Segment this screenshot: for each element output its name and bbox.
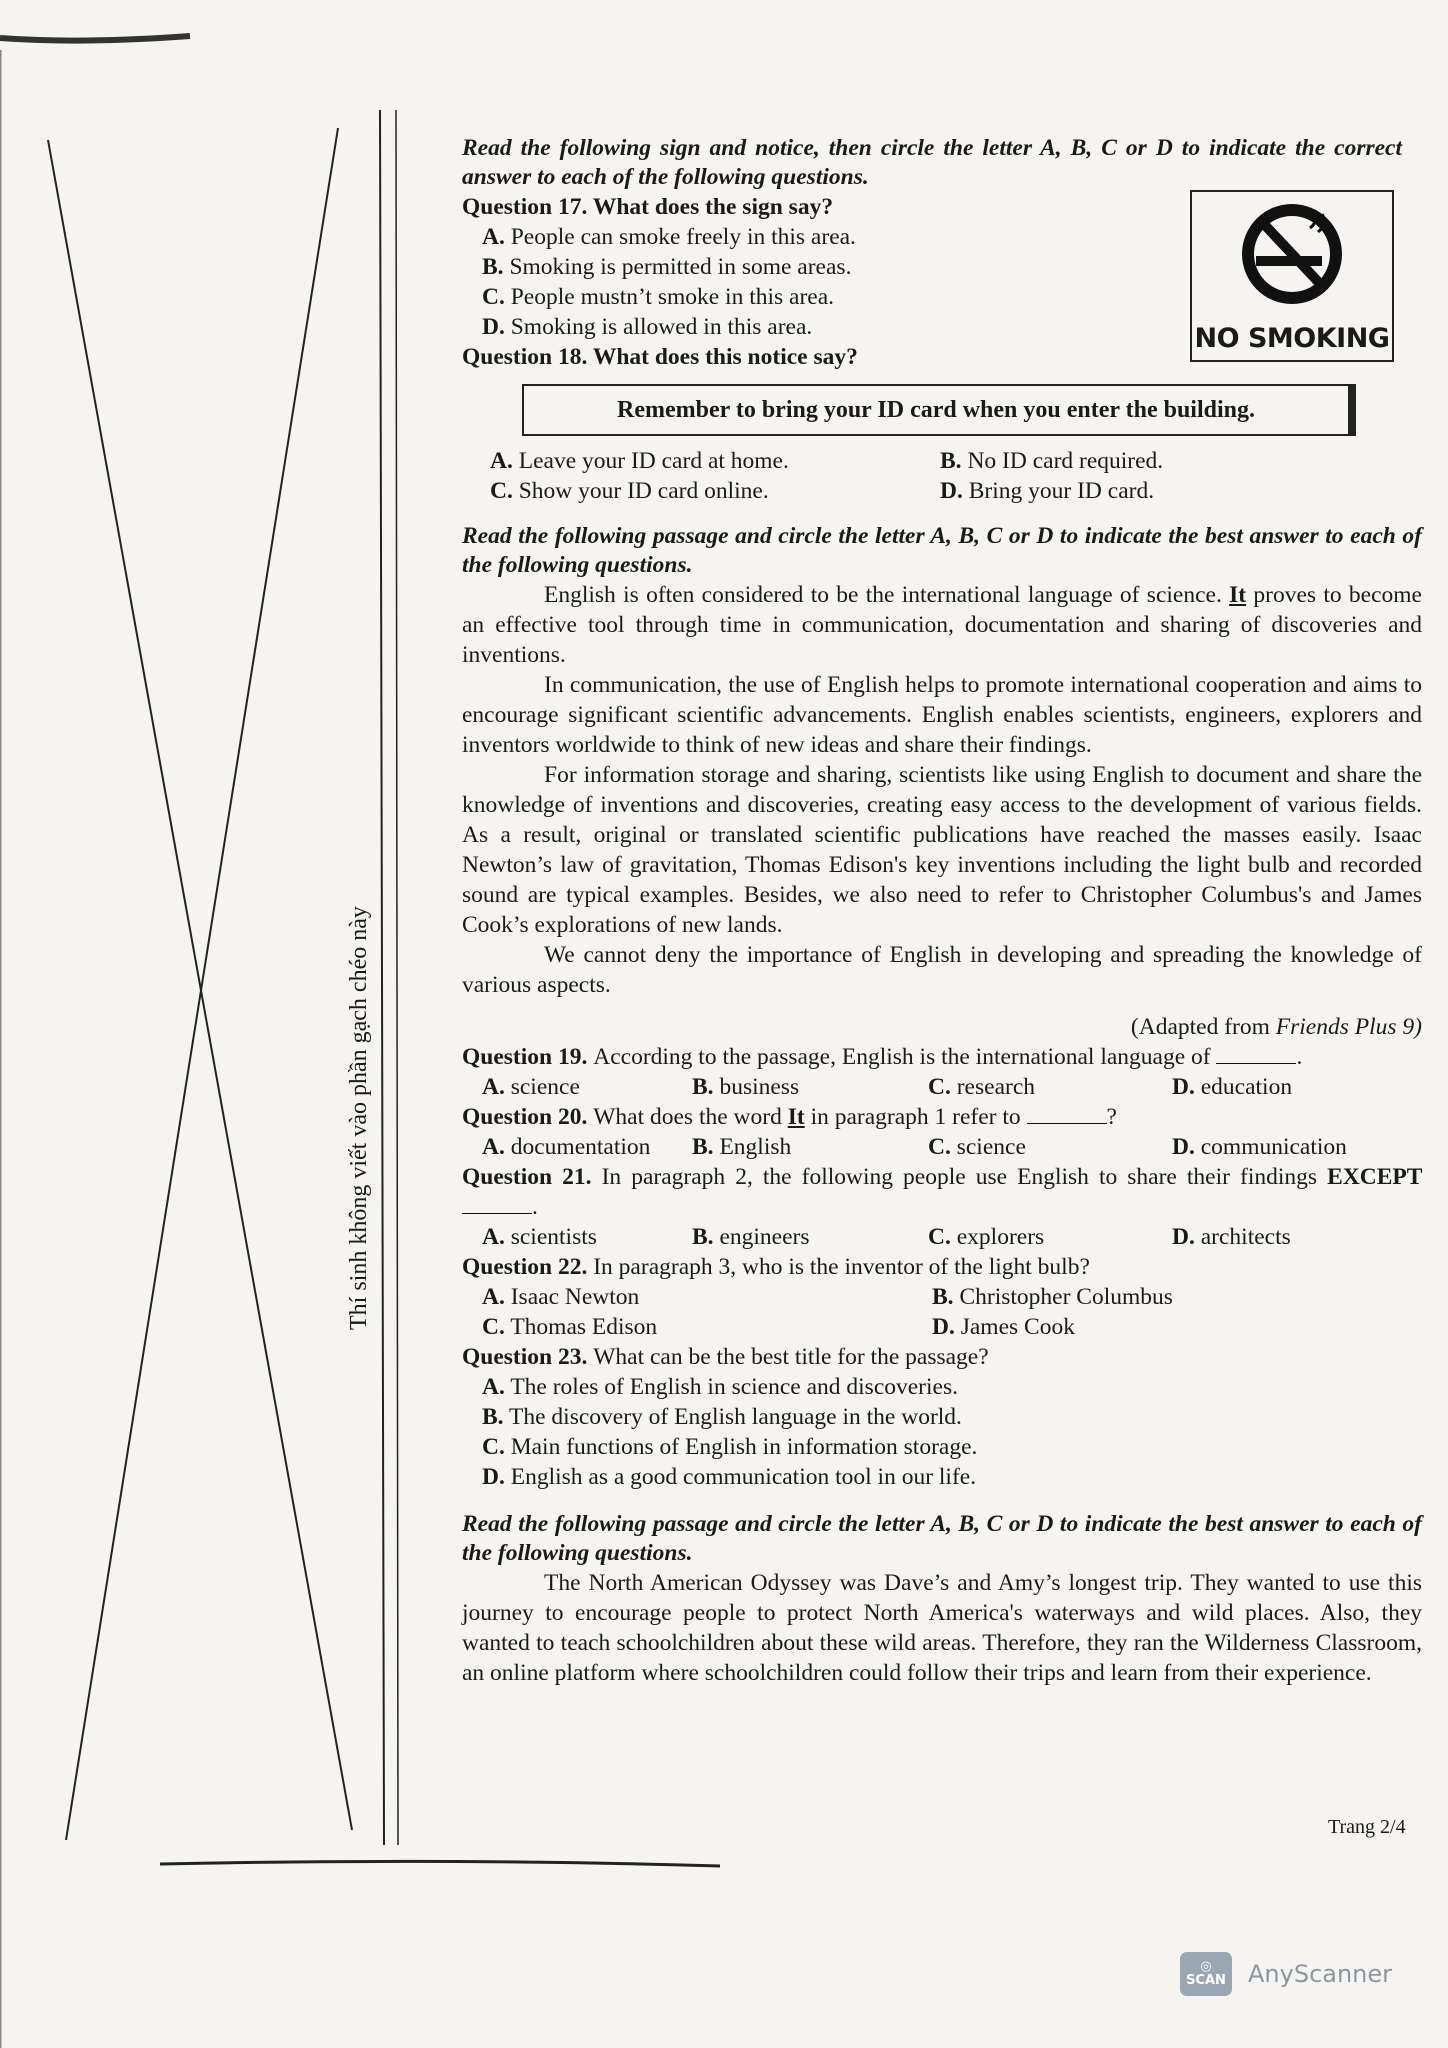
scanner-logo-icon: ◎ SCAN bbox=[1180, 1952, 1232, 1996]
section1-instruction: Read the following sign and notice, then circle the letter A, B, C or D to indicate the correct answer to each of the following questions. bbox=[462, 135, 1402, 190]
passage1-paragraph-4: We cannot deny the importance of English in developing and spreading the knowledge of various aspects. bbox=[462, 942, 1422, 998]
q17-option-d: D. Smoking is allowed in this area. bbox=[482, 314, 813, 340]
q17-option-a: A. People can smoke freely in this area. bbox=[482, 224, 856, 250]
q17-option-b: B. Smoking is permitted in some areas. bbox=[482, 254, 852, 280]
passage-source: (Adapted from Friends Plus 9) bbox=[1130, 1014, 1422, 1040]
margin-note: Thí sinh không viết vào phần gạch chéo này bbox=[346, 906, 372, 1330]
q17-options bbox=[462, 222, 1422, 342]
q18-option-c: C. Show your ID card online. bbox=[490, 478, 769, 504]
question-21: Question 21. In paragraph 2, the following people use English to share their findings EXCEPT . bbox=[462, 1164, 1422, 1220]
exam-content bbox=[462, 134, 1422, 1688]
id-card-notice: Remember to bring your ID card when you enter the building. bbox=[522, 384, 1356, 436]
question-20: Question 20. What does the word It in paragraph 1 refer to ? bbox=[462, 1104, 1117, 1130]
q17-option-c: C. People mustn’t smoke in this area. bbox=[482, 284, 835, 310]
section2-instruction: Read the following passage and circle the letter A, B, C or D to indicate the best answer to each of the following questions. bbox=[462, 523, 1422, 578]
q22-options: A. Isaac Newton B. Christopher Columbus C. Thomas Edison D. James Cook bbox=[482, 1284, 1173, 1340]
page-number: Trang 2/4 bbox=[1328, 1816, 1406, 1838]
passage1-paragraph-1: English is often considered to be the international language of science. It proves to become an effective tool through time in communication, documentation and sharing of discoveries and inventions. bbox=[462, 582, 1422, 668]
passage2-paragraph-1: The North American Odyssey was Dave’s and Amy’s longest trip. They wanted to use this journey to encourage people to protect North America's waterways and wild places. Also, they wanted to teach schoolchildren about these wild areas. Therefore, they ran the Wilderness Classroom, an online platform where schoolchildren could follow their trips and learn from their experience. bbox=[462, 1570, 1422, 1686]
scanner-watermark bbox=[1180, 1952, 1392, 1996]
passage1-paragraph-2: In communication, the use of English helps to promote international cooperation and aims to encourage significant scientific advancements. English enables scientists, engineers, explorers and inventors worldwide to think of new ideas and share their findings. bbox=[462, 672, 1422, 758]
section3-instruction: Read the following passage and circle the letter A, B, C or D to indicate the best answer to each of the following questions. bbox=[462, 1511, 1422, 1566]
q18-option-d: D. Bring your ID card. bbox=[940, 478, 1155, 504]
scanner-name: AnyScanner bbox=[1248, 1960, 1393, 1988]
q18-option-a: A. Leave your ID card at home. bbox=[490, 448, 789, 474]
question-18: Question 18. What does this notice say? bbox=[462, 344, 858, 370]
sign-text: NO SMOKING bbox=[1194, 323, 1390, 354]
q18-option-b: B. No ID card required. bbox=[940, 448, 1164, 474]
passage1-paragraph-3: For information storage and sharing, scientists like using English to document and share the knowledge of inventions and discoveries, creating easy access to the development of various fields. As a result, original or translated scientific publications have reached the masses easily. Isaac Newton’s law of gravitation, Thomas Edison's key inventions including the light bulb and recorded sound are typical examples. Besides, we also need to refer to Christopher Columbus's and James Cook’s explorations of new lands. bbox=[462, 762, 1422, 938]
q19-options: A. science B. business C. research D. education bbox=[482, 1074, 1293, 1100]
q18-options bbox=[490, 446, 1422, 506]
q20-options: A. documentation B. English C. science D. communication bbox=[482, 1134, 1347, 1160]
question-19: Question 19. According to the passage, English is the international language of . bbox=[462, 1044, 1303, 1070]
q23-options: A. The roles of English in science and discoveries. B. The discovery of English language in the world. C. Main functions of English in information storage. D. English as a good communication tool in our life. bbox=[482, 1374, 978, 1490]
question-22: Question 22. In paragraph 3, who is the inventor of the light bulb? bbox=[462, 1254, 1090, 1280]
q21-options: A. scientists B. engineers C. explorers D. architects bbox=[482, 1224, 1291, 1250]
question-17: Question 17. What does the sign say? bbox=[462, 194, 834, 220]
question-23: Question 23. What can be the best title for the passage? bbox=[462, 1344, 989, 1370]
